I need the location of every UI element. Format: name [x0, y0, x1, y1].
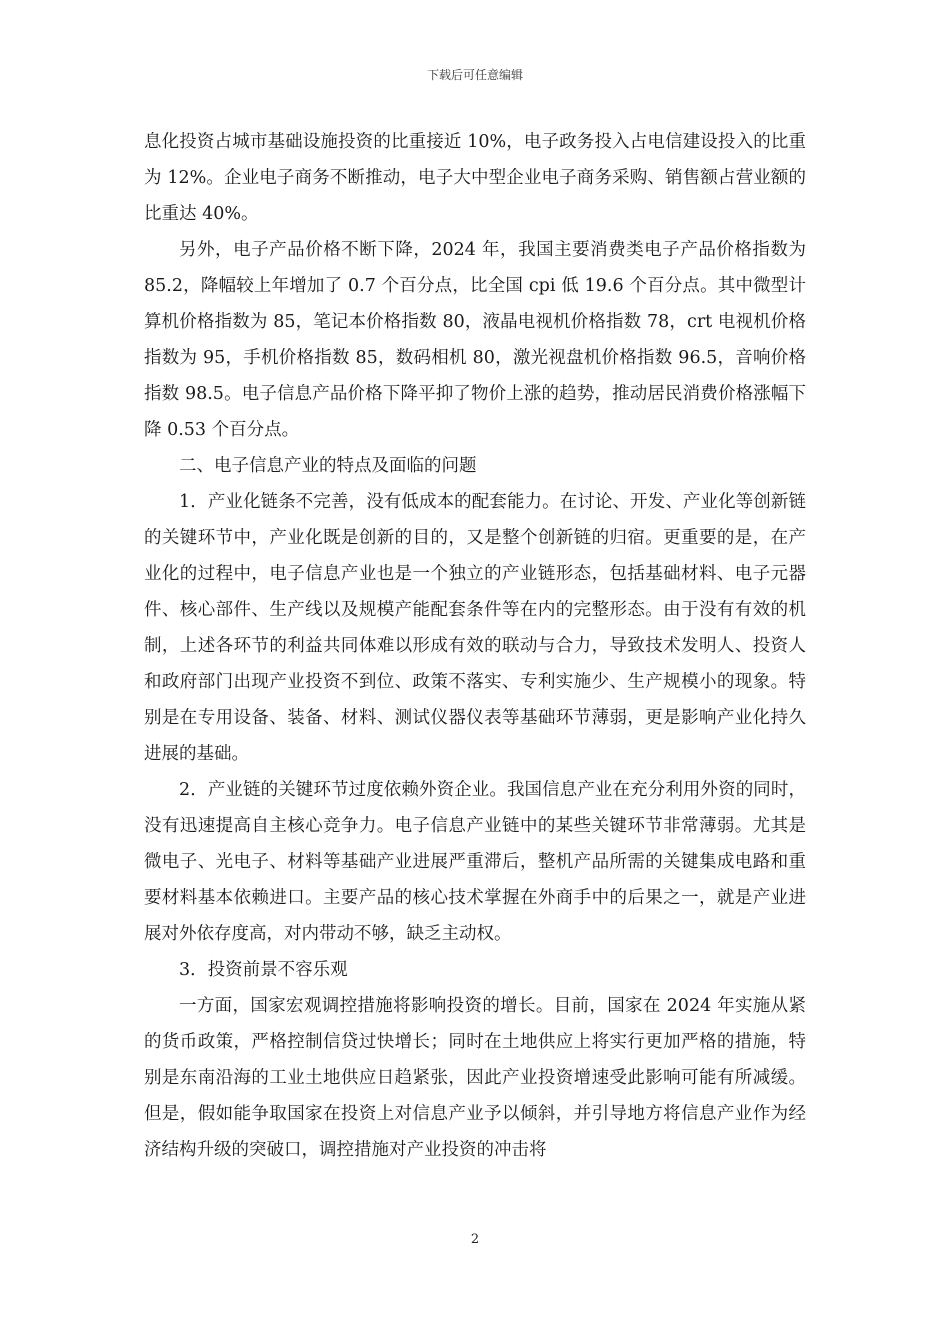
section-heading: 二、电子信息产业的特点及面临的问题	[179, 456, 477, 476]
paragraph-investment: 一方面，国家宏观调控措施将影响投资的增长。目前，国家在 2024 年实施从紧的货币政策，严格控制信贷过快增长；同时在土地供应上将实行更加严格的措施，特别是东南沿海的工业土地供应日趋紧张，因此产业投资增速受此影响可能有所减缓。但是，假如能争取国家在投资上对信息产业予以倾斜，并引导地方将信息产业作为经济结构升级的突破口，调控措施对产业投资的冲击将	[144, 996, 806, 1160]
document-body	[144, 124, 806, 1168]
paragraph-point-2: 2．产业链的关键环节过度依赖外资企业。我国信息产业在充分利用外资的同时，没有迅速提高自主核心竞争力。电子信息产业链中的某些关键环节非常薄弱。尤其是微电子、光电子、材料等基础产业进展严重滞后，整机产品所需的关键集成电路和重要材料基本依赖进口。主要产品的核心技术掌握在外商手中的后果之一，就是产业进展对外依存度高，对内带动不够，缺乏主动权。	[144, 780, 806, 944]
paragraph-continuation: 息化投资占城市基础设施投资的比重接近 10%，电子政务投入占电信建设投入的比重为 12%。企业电子商务不断推动，电子大中型企业电子商务采购、销售额占营业额的比重达 40%。	[144, 132, 806, 224]
page-number: 2	[470, 1232, 480, 1247]
paragraph-price-index: 另外，电子产品价格不断下降，2024 年，我国主要消费类电子产品价格指数为 85.2，降幅较上年增加了 0.7 个百分点，比全国 cpi 低 19.6 个百分点。其中微型计算机价格指数为 85，笔记本价格指数 80，液晶电视机价格指数 78，crt 电视机价格指数为 95，手机价格指数 85，数码相机 80，激光视盘机价格指数 96.5，音响价格指数 98.5。电子信息产品价格下降平抑了物价上涨的趋势，推动居民消费价格涨幅下降 0.53 个百分点。	[144, 240, 806, 440]
page-header: 下载后可任意编辑	[426, 68, 523, 82]
paragraph-point-1: 1．产业化链条不完善，没有低成本的配套能力。在讨论、开发、产业化等创新链的关键环节中，产业化既是创新的目的，又是整个创新链的归宿。更重要的是，在产业化的过程中，电子信息产业也是一个独立的产业链形态，包括基础材料、电子元器件、核心部件、生产线以及规模产能配套条件等在内的完整形态。由于没有有效的机制，上述各环节的利益共同体难以形成有效的联动与合力，导致技术发明人、投资人和政府部门出现产业投资不到位、政策不落实、专利实施少、生产规模小的现象。特别是在专用设备、装备、材料、测试仪器仪表等基础环节薄弱，更是影响产业化持久进展的基础。	[144, 492, 806, 764]
subheading-point-3: 3．投资前景不容乐观	[179, 960, 348, 980]
